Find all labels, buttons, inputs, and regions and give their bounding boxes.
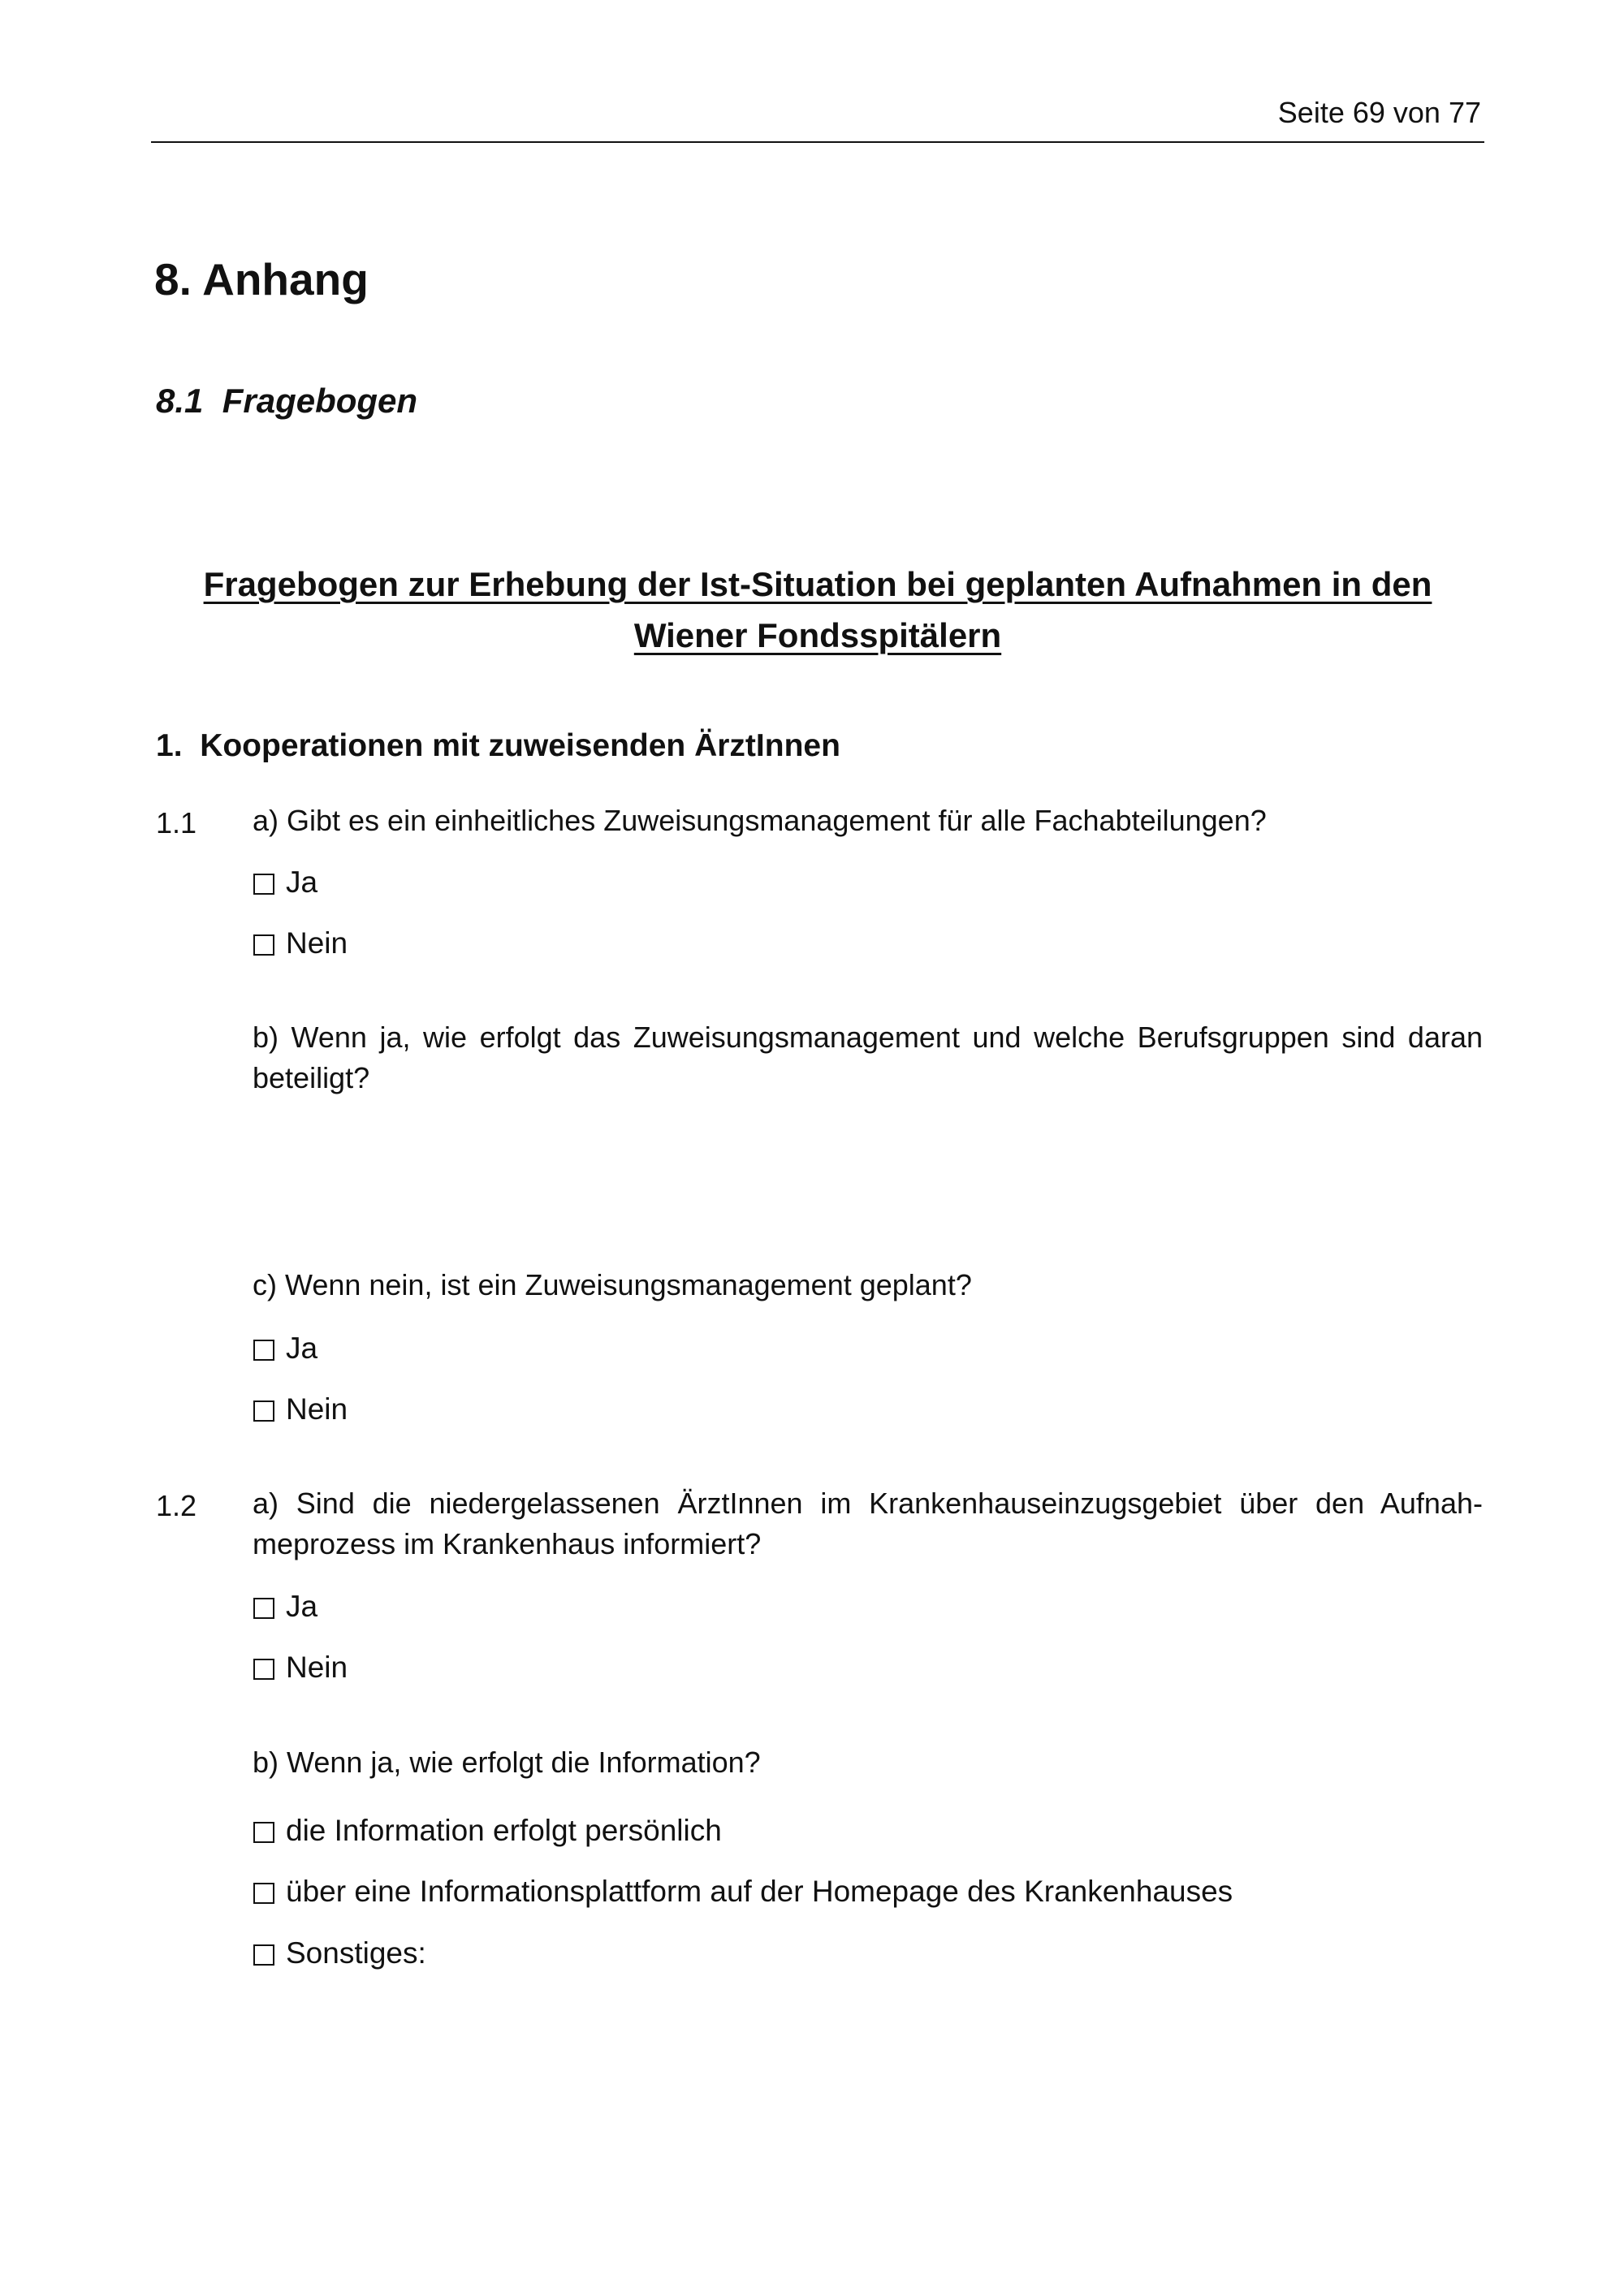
questionnaire-title — [151, 559, 1484, 661]
checkbox-icon[interactable] — [253, 1944, 274, 1966]
option-label: Nein — [286, 1651, 348, 1684]
option-label: Sonstiges: — [286, 1936, 426, 1970]
option-label: die Information erfolgt persönlich — [286, 1814, 722, 1847]
question-text: b) Wenn ja, wie erfolgt das Zuweisungsmanagement und welche Berufsgruppen sind daran beteiligt? — [253, 1021, 1483, 1094]
question-number: 1.1 — [156, 806, 197, 839]
question-text: b) Wenn ja, wie erfolgt die Information? — [253, 1746, 761, 1779]
checkbox-icon[interactable] — [253, 1883, 274, 1904]
option-label: Ja — [286, 865, 318, 899]
page-number: Seite 69 von 77 — [1277, 96, 1481, 129]
checkbox-icon[interactable] — [253, 1400, 274, 1422]
checkbox-icon[interactable] — [253, 874, 274, 895]
question-text: a) Gibt es ein einheitliches Zuweisungsmanagement für alle Fachabteilungen? — [253, 804, 1267, 837]
option-label: über eine Informationsplattform auf der Homepage des Krankenhauses — [286, 1875, 1233, 1908]
option-checkbox[interactable] — [253, 926, 348, 960]
option-checkbox[interactable] — [253, 1590, 317, 1624]
checkbox-icon[interactable] — [253, 1659, 274, 1680]
option-label: Ja — [286, 1331, 318, 1365]
option-checkbox[interactable] — [253, 1814, 722, 1848]
option-checkbox[interactable] — [253, 1875, 1233, 1909]
chapter-title: 8. Anhang — [154, 254, 369, 304]
option-checkbox[interactable] — [253, 1331, 317, 1366]
option-label: Ja — [286, 1590, 318, 1623]
header-divider — [151, 141, 1484, 143]
option-checkbox[interactable] — [253, 865, 317, 900]
checkbox-icon[interactable] — [253, 1822, 274, 1843]
option-checkbox[interactable] — [253, 1392, 348, 1426]
section-heading: 1. Kooperationen mit zuweisenden ÄrztInnen — [156, 728, 840, 763]
subchapter-title: 8.1 Fragebogen — [156, 382, 418, 420]
checkbox-icon[interactable] — [253, 1340, 274, 1361]
checkbox-icon[interactable] — [253, 1598, 274, 1619]
option-checkbox[interactable] — [253, 1936, 426, 1970]
question-number: 1.2 — [156, 1489, 197, 1522]
questionnaire-title-line2: Wiener Fondsspitälern — [633, 616, 1002, 654]
option-label: Nein — [286, 926, 348, 960]
question-text: a) Sind die niedergelassenen ÄrztInnen im Krankenhauseinzugsgebiet über den Aufnah-meprozess im Krankenhaus informiert? — [253, 1487, 1483, 1560]
question-text: c) Wenn nein, ist ein Zuweisungsmanagement geplant? — [253, 1268, 972, 1301]
checkbox-icon[interactable] — [253, 934, 274, 956]
option-checkbox[interactable] — [253, 1651, 348, 1685]
questionnaire-title-line1: Fragebogen zur Erhebung der Ist-Situation bei geplanten Aufnahmen in den — [203, 565, 1432, 603]
option-label: Nein — [286, 1392, 348, 1426]
